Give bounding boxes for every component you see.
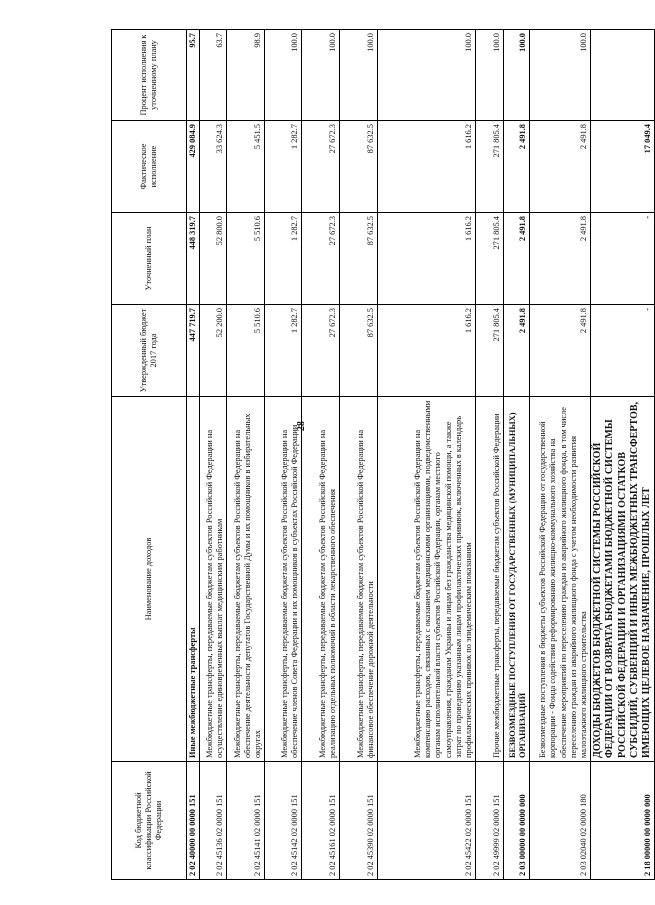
table-row [378,30,476,880]
table-row [227,30,265,880]
header-refined: Уточненный план [112,213,187,305]
actual-execution-cell: 271 805.4 [476,121,504,213]
actual-execution-cell: 1 282.7 [265,121,302,213]
actual-execution-cell: 2 491.8 [530,121,591,213]
approved-budget-cell: 5 510.6 [227,305,265,397]
table-body [187,30,655,880]
header-approved: Утвержденный бюджет 2017 года [112,305,187,397]
income-name-cell: Иные межбюджетные трансферты [187,397,200,762]
page-number: - 28 - [296,415,307,437]
approved-budget-cell: 447 719.7 [187,305,200,397]
header-actual: Фактическое исполнение [112,121,187,213]
income-name-cell: Межбюджетные трансферты, передаваемые бюджетам субъектов Российской Федерации на обеспечение деятельности депутатов Государственной Думы и их помощников в избирательных округах [227,397,265,762]
approved-budget-cell: - [591,305,655,397]
actual-execution-cell: 1 616.2 [378,121,476,213]
actual-execution-cell: 87 632.5 [340,121,378,213]
execution-percent-cell: 100.0 [378,30,476,121]
approved-budget-cell: 27 672.3 [302,305,340,397]
income-name-cell: ДОХОДЫ БЮДЖЕТОВ БЮДЖЕТНОЙ СИСТЕМЫ РОССИЙСКОЙ ФЕДЕРАЦИИ ОТ ВОЗВРАТА БЮДЖЕТАМИ БЮДЖЕТНОЙ СИСТЕМЫ РОССИЙСКОЙ ФЕДЕРАЦИИ И ОРГАНИЗАЦИЯМИ ОСТАТКОВ СУБСИДИЙ, СУБВЕНЦИЙ И ИНЫХ МЕЖБЮДЖЕТНЫХ ТРАНСФЕРТОВ, ИМЕЮЩИХ ЦЕЛЕВОЕ НАЗНАЧЕНИЕ, ПРОШЛЫХ ЛЕТ [591,397,655,762]
execution-percent-cell: 100.0 [265,30,302,121]
budget-code-cell: 2 03 00000 00 0000 000 [504,762,530,880]
table-row [265,30,302,880]
actual-execution-cell: 33 624.3 [200,121,227,213]
table-row [504,30,530,880]
execution-percent-cell: 100.0 [476,30,504,121]
actual-execution-cell: 5 451.5 [227,121,265,213]
execution-percent-cell: 100.0 [504,30,530,121]
budget-code-cell: 2 02 45390 02 0000 151 [340,762,378,880]
table-row [340,30,378,880]
approved-budget-cell: 1 616.2 [378,305,476,397]
refined-plan-cell: 271 805.4 [476,213,504,305]
header-name: Наименование доходов [112,397,187,762]
table-row [200,30,227,880]
refined-plan-cell: 52 800.0 [200,213,227,305]
refined-plan-cell: 5 510.6 [227,213,265,305]
income-name-cell: Безвозмездные поступления в бюджеты субъектов Российской Федерации от государственной корпорации - Фонда содействия реформированию жилищно-коммунального хозяйства на обеспечение мероприятий по переселению граждан из аварийного жилищного фонда, в том числе переселению граждан из аварийного жилищного фонда с учетом необходимости развития малоэтажного жилищного строительства [530,397,591,762]
actual-execution-cell: 429 084.9 [187,121,200,213]
refined-plan-cell: 87 632.5 [340,213,378,305]
table-row [302,30,340,880]
execution-percent-cell [591,30,655,121]
table-row [187,30,200,880]
approved-budget-cell: 52 200.0 [200,305,227,397]
actual-execution-cell: 2 491.8 [504,121,530,213]
header-percent: Процент исполнения к уточненному плану [112,30,187,121]
income-name-cell: Межбюджетные трансферты, передаваемые бюджетам субъектов Российской Федерации на реализацию отдельных полномочий в области лекарственного обеспечения [302,397,340,762]
income-name-cell: Межбюджетные трансферты, передаваемые бюджетам субъектов Российской Федерации на осуществление единовременных выплат медицинским работникам [200,397,227,762]
refined-plan-cell: 1 282.7 [265,213,302,305]
execution-percent-cell: 100.0 [340,30,378,121]
refined-plan-cell: 448 319.7 [187,213,200,305]
table-row [530,30,591,880]
income-table [111,29,655,880]
budget-code-cell: 2 02 45161 02 0000 151 [302,762,340,880]
table-row [591,30,655,880]
income-name-cell: Межбюджетные трансферты, передаваемые бюджетам субъектов Российской Федерации на компенсацию расходов, связанных с оказанием медицинскими организациями, подведомственными органам исполнительной власти субъектов Российской Федерации, органам местного самоуправления, гражданам Украины и лицам без гражданства медицинской помощи, а также затрат по проведению указанным лицам профилактических прививок, включенных в календарь профилактических прививок по эпидемическим показаниям [378,397,476,762]
income-name-cell: Прочие межбюджетные трансферты, передаваемые бюджетам субъектов Российской Федерации [476,397,504,762]
budget-code-cell: 2 02 49999 02 0000 151 [476,762,504,880]
refined-plan-cell: 2 491.8 [504,213,530,305]
execution-percent-cell: 98.9 [227,30,265,121]
budget-code-cell: 2 02 40000 00 0000 151 [187,762,200,880]
approved-budget-cell: 271 805.4 [476,305,504,397]
budget-code-cell: 2 02 45142 02 0000 151 [265,762,302,880]
income-name-cell: Межбюджетные трансферты, передаваемые бюджетам субъектов Российской Федерации на обеспечение членов Совета Федерации и их помощников в субъектах Российской Федерации [265,397,302,762]
actual-execution-cell: 17 049.4 [591,121,655,213]
income-name-cell: Межбюджетные трансферты, передаваемые бюджетам субъектов Российской Федерации на финансовое обеспечение дорожной деятельности [340,397,378,762]
budget-code-cell: 2 18 00000 00 0000 000 [591,762,655,880]
income-table-rotated [111,30,652,880]
execution-percent-cell: 63.7 [200,30,227,121]
refined-plan-cell: 27 672.3 [302,213,340,305]
approved-budget-cell: 1 282.7 [265,305,302,397]
header-code: Код бюджетной классификации Российской Федерации [112,762,187,880]
execution-percent-cell: 100.0 [530,30,591,121]
budget-code-cell: 2 03 02040 02 0000 180 [530,762,591,880]
budget-code-cell: 2 02 45141 02 0000 151 [227,762,265,880]
approved-budget-cell: 2 491.8 [504,305,530,397]
approved-budget-cell: 87 632.5 [340,305,378,397]
table-header-row [112,30,187,880]
refined-plan-cell: 2 491.8 [530,213,591,305]
table-row [476,30,504,880]
budget-code-cell: 2 02 45136 02 0000 151 [200,762,227,880]
execution-percent-cell: 100.0 [302,30,340,121]
approved-budget-cell: 2 491.8 [530,305,591,397]
execution-percent-cell: 95.7 [187,30,200,121]
actual-execution-cell: 27 672.3 [302,121,340,213]
budget-code-cell: 2 02 45422 02 0000 151 [378,762,476,880]
income-name-cell: БЕЗВОЗМЕЗДНЫЕ ПОСТУПЛЕНИЯ ОТ ГОСУДАРСТВЕННЫХ (МУНИЦИПАЛЬНЫХ) ОРГАНИЗАЦИЙ [504,397,530,762]
refined-plan-cell: 1 616.2 [378,213,476,305]
refined-plan-cell: - [591,213,655,305]
